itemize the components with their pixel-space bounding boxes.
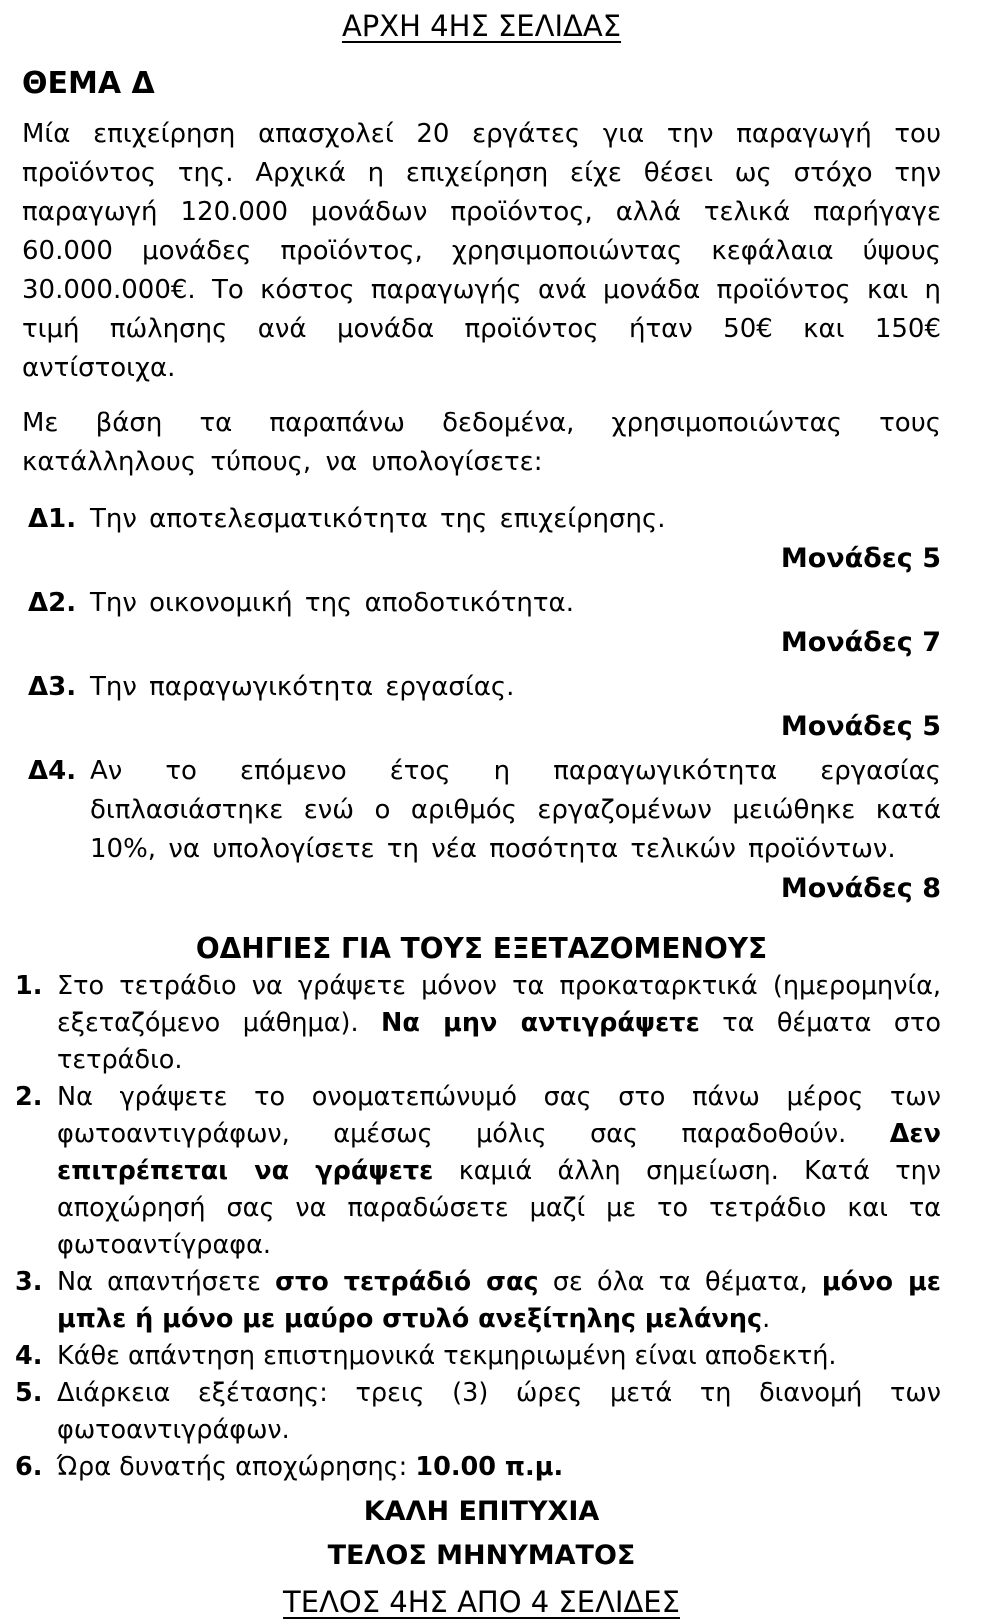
instruction-text: Διάρκεια εξέτασης: τρεις (3) ώρες μετά τη διανομή των φωτοαντιγράφων. [57,1378,941,1445]
instruction-item-4 [15,1338,941,1375]
question-text: Την αποτελεσματικότητα της επιχείρησης. [90,504,666,534]
question-text: Την οικονομική της αποδοτικότητα. [90,588,574,618]
instruction-item-5 [15,1375,941,1449]
theme-section [22,65,941,930]
question-row [22,584,941,623]
question-d3 [22,668,941,746]
page-footer-text: ΤΕΛΟΣ 4ΗΣ ΑΠΟ 4 ΣΕΛΙΔΕΣ [283,1585,680,1619]
page-header [22,9,941,65]
end-of-message-text: ΤΕΛΟΣ ΜΗΝΥΜΑΤΟΣ [327,1540,636,1571]
question-d1 [22,500,941,578]
instruction-number: 5. [15,1378,43,1408]
instruction-number: 2. [15,1082,43,1112]
instruction-item-1 [15,968,941,1079]
instruction-number: 6. [15,1452,43,1482]
question-number: Δ1. [28,504,77,534]
theme-title: ΘΕΜΑ Δ [22,66,155,101]
instruction-item-3 [15,1264,941,1338]
question-number: Δ2. [28,588,77,618]
instruction-number: 1. [15,971,43,1001]
question-d4 [22,752,941,908]
instruction-text: Να απαντήσετε στο τετράδιό σας σε όλα τα θέματα, μόνο με μπλε ή μόνο με μαύρο στυλό ανεξίτηλης μελάνης. [57,1267,941,1334]
instruction-text: Κάθε απάντηση επιστημονικά τεκμηριωμένη είναι αποδεκτή. [57,1341,837,1371]
instruction-text: Να γράψετε το ονοματεπώνυμό σας στο πάνω μέρος των φωτοαντιγράφων, αμέσως μόλις σας παραδοθούν. Δεν επιτρέπεται να γράψετε καμιά άλλη σημείωση. Κατά την αποχώρησή σας να παραδώσετε μαζί με το τετράδιο και τα φωτοαντίγραφα. [57,1082,941,1260]
instruction-item-6 [15,1449,941,1486]
good-luck-text: ΚΑΛΗ ΕΠΙΤΥΧΙΑ [363,1496,600,1527]
question-points: Μονάδες 5 [780,711,941,742]
question-d2 [22,584,941,662]
page-header-text: ΑΡΧΗ 4ΗΣ ΣΕΛΙΔΑΣ [341,9,622,43]
instructions-section [15,930,941,1486]
question-points: Μονάδες 5 [780,543,941,574]
question-row [22,752,941,869]
question-row [22,668,941,707]
theme-leadin-paragraph: Με βάση τα παραπάνω δεδομένα, χρησιμοποιώντας τους κατάλληλους τύπους, να υπολογίσετε: [22,408,941,477]
instruction-text: Στο τετράδιο να γράψετε μόνον τα προκαταρκτικά (ημερομηνία, εξεταζόμενο μάθημα). Να μην αντιγράψετε τα θέματα στο τετράδιο. [57,971,941,1075]
question-points: Μονάδες 8 [780,873,941,904]
question-number: Δ3. [28,672,77,702]
instruction-item-2 [15,1079,941,1264]
instruction-number: 4. [15,1341,43,1371]
page-footer [22,1583,941,1621]
question-text: Αν το επόμενο έτος η παραγωγικότητα εργασίας διπλασιάστηκε ενώ ο αριθμός εργαζομένων μειώθηκε κατά 10%, να υπολογίσετε τη νέα ποσότητα τελικών προϊόντων. [90,756,941,864]
instruction-text: Ώρα δυνατής αποχώρησης: 10.00 π.μ. [57,1452,564,1482]
instruction-number: 3. [15,1267,43,1297]
question-points: Μονάδες 7 [780,627,941,658]
question-text: Την παραγωγικότητα εργασίας. [90,672,515,702]
theme-intro-paragraph: Μία επιχείρηση απασχολεί 20 εργάτες για την παραγωγή του προϊόντος της. Αρχικά η επιχείρηση είχε θέσει ως στόχο την παραγωγή 120.000 μονάδων προϊόντος, αλλά τελικά παρήγαγε 60.000 μονάδες προϊόντος, χρησιμοποιώντας κεφάλαια ύψους 30.000.000€. Το κόστος παραγωγής ανά μονάδα προϊόντος και η τιμή πώλησης ανά μονάδα προϊόντος ήταν 50€ και 150€ αντίστοιχα. [22,119,941,383]
question-row [22,500,941,539]
instructions-title: ΟΔΗΓΙΕΣ ΓΙΑ ΤΟΥΣ ΕΞΕΤΑΖΟΜΕΝΟΥΣ [195,932,768,965]
question-number: Δ4. [28,756,77,786]
